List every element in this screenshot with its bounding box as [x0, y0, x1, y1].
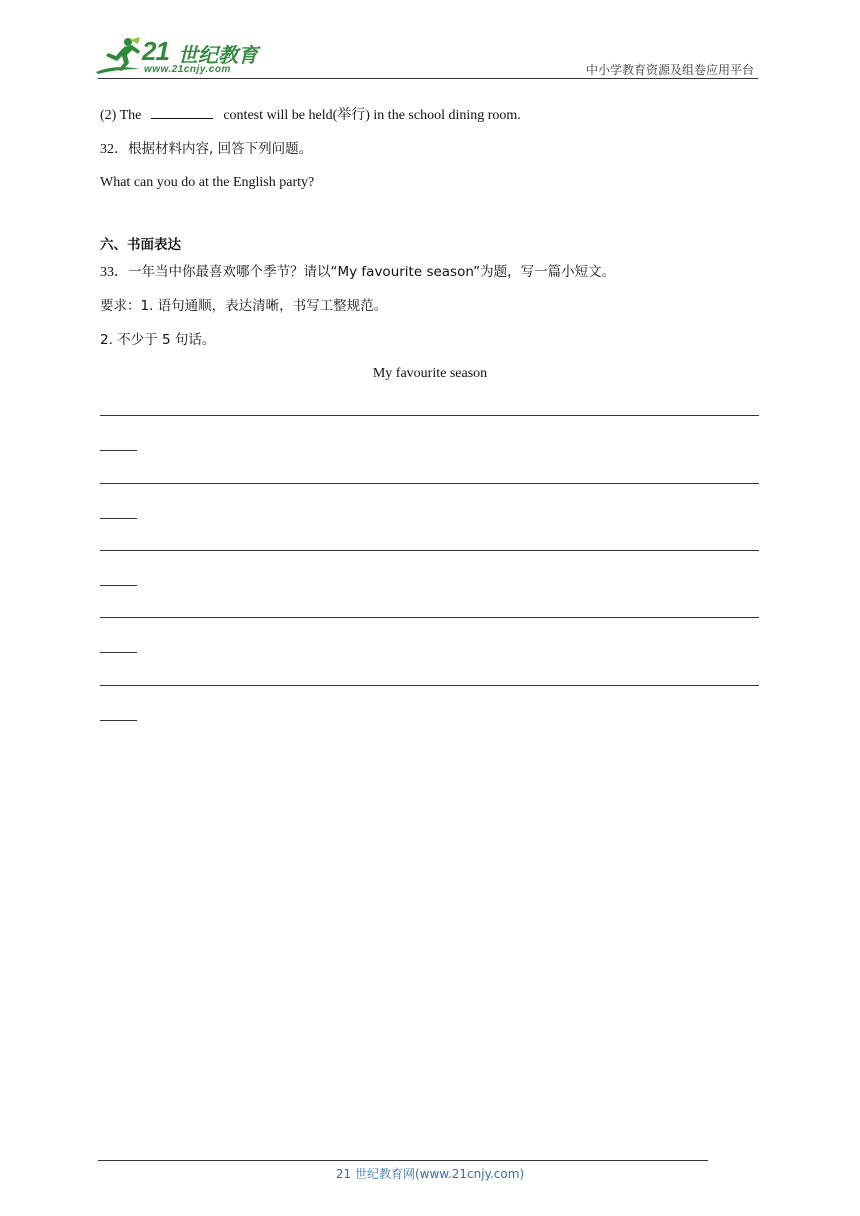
q31-2-suffix: contest will be held(举行) in the school dining room.	[223, 108, 521, 123]
q32-question: What can you do at the English party?	[100, 175, 315, 190]
writing-line[interactable]	[100, 483, 759, 484]
section-title: 六、书面表达	[100, 237, 181, 253]
q32-number: 32．	[100, 142, 128, 157]
logo-number: 21	[142, 36, 169, 66]
header-platform-text: 中小学教育资源及组卷应用平台	[585, 63, 754, 77]
q32-text: 根据材料内容, 回答下列问题。	[128, 141, 313, 157]
writing-line-end[interactable]	[100, 585, 137, 586]
footer-link[interactable]: 21 世纪教育网(www.21cnjy.com)	[335, 1167, 525, 1181]
essay-title: My favourite season	[372, 366, 488, 381]
writing-line-end[interactable]	[100, 652, 137, 653]
writing-line[interactable]	[100, 685, 759, 686]
runner-logo-icon	[94, 36, 144, 76]
question-31-2	[100, 106, 521, 125]
q31-2-prefix: (2) The	[100, 108, 142, 123]
question-32	[100, 140, 312, 159]
writing-line-end[interactable]	[100, 720, 137, 721]
writing-line[interactable]	[100, 617, 759, 618]
writing-line-end[interactable]	[100, 450, 137, 451]
footer-divider	[98, 1160, 708, 1161]
writing-line-end[interactable]	[100, 518, 137, 519]
q33-number: 33．	[100, 265, 128, 280]
requirement-1: 要求：1. 语句通顺，表达清晰，书写工整规范。	[100, 298, 388, 314]
answer-blank[interactable]	[151, 106, 213, 119]
q33-text: 一年当中你最喜欢哪个季节？请以“My favourite season”为题，写一篇小短文。	[128, 264, 616, 280]
logo-name: 世纪教育	[178, 43, 258, 67]
header-divider	[98, 78, 758, 79]
writing-line[interactable]	[100, 550, 759, 551]
site-logo	[94, 34, 264, 78]
logo-url: www.21cnjy.com	[144, 64, 231, 75]
question-33	[100, 263, 615, 282]
requirement-2: 2. 不少于 5 句话。	[100, 332, 216, 348]
writing-line[interactable]	[100, 415, 759, 416]
